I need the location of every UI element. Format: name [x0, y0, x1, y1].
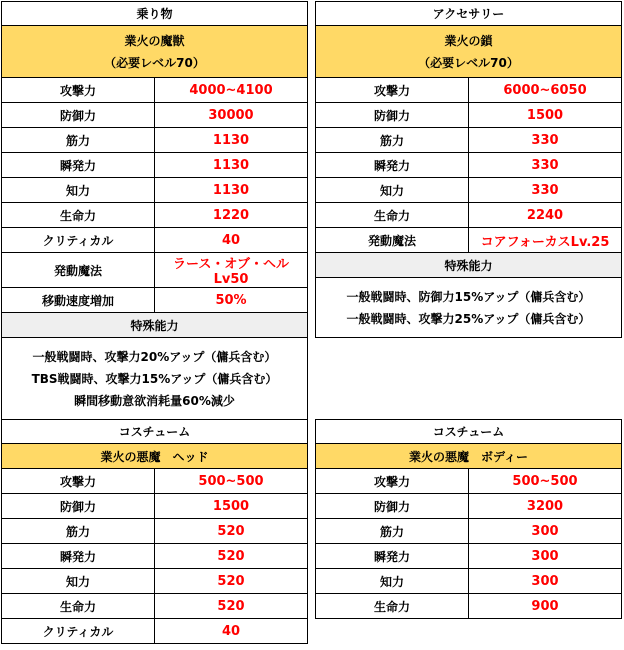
stat-row — [316, 544, 622, 569]
stat-value: 330 — [469, 178, 622, 203]
stat-value: 1130 — [155, 128, 308, 153]
stat-label: 防御力 — [2, 494, 155, 519]
stat-row — [316, 128, 622, 153]
stat-label: 攻撃力 — [2, 469, 155, 494]
special-ability-item: 一般戦闘時、攻撃力25%アップ（傭兵含む） — [346, 312, 591, 326]
special-ability-item: 一般戦闘時、攻撃力20%アップ（傭兵含む） — [32, 350, 277, 364]
stat-row — [2, 569, 308, 594]
costume-body-table — [315, 419, 622, 619]
costume-body-name: 業火の悪魔 ボディー — [316, 444, 622, 469]
stat-label: 瞬発力 — [316, 544, 469, 569]
stat-row — [2, 253, 308, 288]
stat-value: 330 — [469, 153, 622, 178]
stat-value: 40 — [155, 619, 308, 644]
stat-row — [316, 78, 622, 103]
stat-value: 520 — [155, 544, 308, 569]
stat-value: コアフォーカスLv.25 — [469, 228, 622, 253]
mount-name: 業火の魔獣 — [124, 34, 185, 48]
costume-head-header: コスチューム — [2, 420, 308, 444]
stat-row — [2, 153, 308, 178]
stat-row — [316, 469, 622, 494]
stat-row — [2, 78, 308, 103]
special-ability-list — [2, 338, 308, 420]
stat-label: 防御力 — [2, 103, 155, 128]
stat-row — [2, 469, 308, 494]
special-ability-item: 瞬間移動意欲消耗量60%減少 — [74, 394, 235, 408]
costume-body-header: コスチューム — [316, 420, 622, 444]
mount-header: 乗り物 — [2, 2, 308, 26]
stat-label: 生命力 — [2, 203, 155, 228]
accessory-name-cell — [316, 26, 622, 78]
special-ability-item: TBS戦闘時、攻撃力15%アップ（傭兵含む） — [31, 372, 278, 386]
stat-value: 900 — [469, 594, 622, 619]
costume-body-panel — [315, 419, 622, 619]
stat-label: 発動魔法 — [2, 253, 155, 288]
stat-label: 生命力 — [2, 594, 155, 619]
stat-label: 生命力 — [316, 594, 469, 619]
mount-name-cell — [2, 26, 308, 78]
stat-value: 2240 — [469, 203, 622, 228]
stat-label: 移動速度増加 — [2, 288, 155, 313]
accessory-panel — [315, 1, 622, 338]
stat-row — [316, 103, 622, 128]
stat-row — [2, 228, 308, 253]
stat-value: 1130 — [155, 178, 308, 203]
mount-panel — [1, 1, 308, 420]
stat-value: ラース・オブ・ヘル Lv50 — [155, 253, 308, 288]
accessory-required-level: （必要レベル70） — [418, 56, 519, 70]
stat-row — [316, 203, 622, 228]
stat-row — [316, 178, 622, 203]
stat-row — [2, 544, 308, 569]
stat-label: 知力 — [2, 178, 155, 203]
stat-row — [2, 178, 308, 203]
stat-row — [2, 288, 308, 313]
stat-label: 防御力 — [316, 103, 469, 128]
stat-value: 520 — [155, 594, 308, 619]
stat-row — [2, 103, 308, 128]
accessory-table — [315, 1, 622, 338]
stat-label: 瞬発力 — [316, 153, 469, 178]
stat-value: 300 — [469, 544, 622, 569]
stat-value: 330 — [469, 128, 622, 153]
stat-label: 攻撃力 — [2, 78, 155, 103]
stat-value: 3200 — [469, 494, 622, 519]
costume-head-name: 業火の悪魔 ヘッド — [2, 444, 308, 469]
stat-row — [2, 619, 308, 644]
stat-value: 1500 — [155, 494, 308, 519]
stat-label: 筋力 — [2, 128, 155, 153]
stat-row — [2, 594, 308, 619]
stat-label: 筋力 — [316, 519, 469, 544]
stat-label: 攻撃力 — [316, 78, 469, 103]
stat-row — [316, 594, 622, 619]
special-ability-item: 一般戦闘時、防御力15%アップ（傭兵含む） — [346, 290, 591, 304]
accessory-header: アクセサリー — [316, 2, 622, 26]
costume-head-table — [1, 419, 308, 644]
stat-label: 筋力 — [316, 128, 469, 153]
stat-row — [2, 519, 308, 544]
stat-row — [316, 153, 622, 178]
stat-row — [2, 128, 308, 153]
costume-head-panel — [1, 419, 308, 644]
stat-value: 520 — [155, 569, 308, 594]
stat-value: 1130 — [155, 153, 308, 178]
stat-value: 500~500 — [155, 469, 308, 494]
stat-label: 筋力 — [2, 519, 155, 544]
stat-label: 攻撃力 — [316, 469, 469, 494]
stat-label: 生命力 — [316, 203, 469, 228]
stat-label: 知力 — [316, 178, 469, 203]
stat-value: 4000~4100 — [155, 78, 308, 103]
stat-value: 50% — [155, 288, 308, 313]
stat-row — [316, 519, 622, 544]
stat-label: 知力 — [316, 569, 469, 594]
stat-label: 発動魔法 — [316, 228, 469, 253]
stat-label: 瞬発力 — [2, 544, 155, 569]
special-ability-header: 特殊能力 — [316, 253, 622, 278]
stat-value: 30000 — [155, 103, 308, 128]
special-ability-header: 特殊能力 — [2, 313, 308, 338]
stat-value: 300 — [469, 569, 622, 594]
stat-label: クリティカル — [2, 619, 155, 644]
stat-label: 防御力 — [316, 494, 469, 519]
stat-value: 1500 — [469, 103, 622, 128]
special-ability-list — [316, 278, 622, 338]
stat-row — [316, 569, 622, 594]
stat-value: 40 — [155, 228, 308, 253]
stat-label: 瞬発力 — [2, 153, 155, 178]
stat-value: 520 — [155, 519, 308, 544]
stat-row — [316, 228, 622, 253]
mount-table — [1, 1, 308, 420]
stat-row — [2, 203, 308, 228]
stat-label: 知力 — [2, 569, 155, 594]
stat-label: クリティカル — [2, 228, 155, 253]
stat-value: 300 — [469, 519, 622, 544]
stat-value: 6000~6050 — [469, 78, 622, 103]
mount-required-level: （必要レベル70） — [104, 56, 205, 70]
stat-value: 1220 — [155, 203, 308, 228]
stat-row — [316, 494, 622, 519]
accessory-name: 業火の鎖 — [444, 34, 493, 48]
stat-value: 500~500 — [469, 469, 622, 494]
stat-row — [2, 494, 308, 519]
